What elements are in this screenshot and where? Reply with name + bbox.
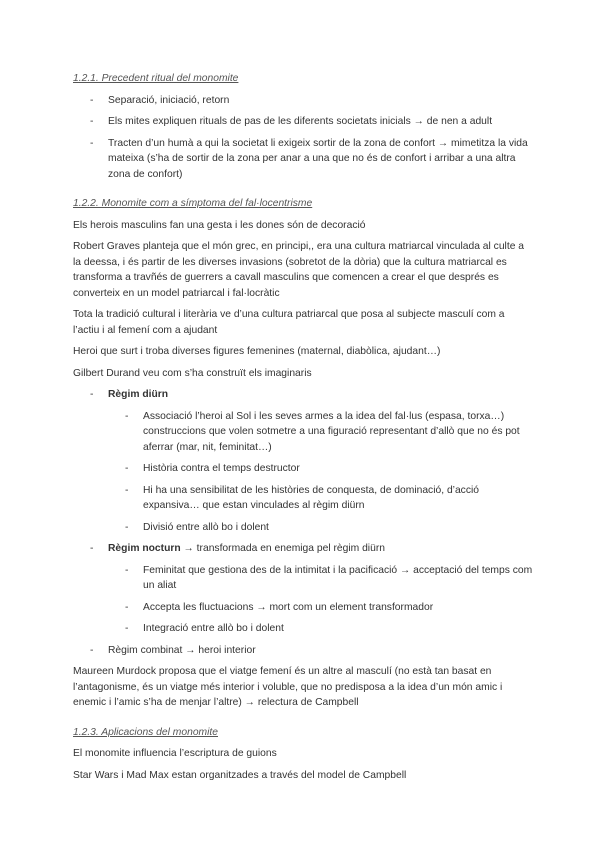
regim-title: Règim diürn <box>108 389 169 400</box>
regim-suffix: → transformada en enemiga pel règim diürn <box>180 543 385 554</box>
paragraph: Star Wars i Mad Max estan organitzades a través del model de Campbell <box>73 769 407 781</box>
list-item-regim-nocturn <box>73 541 533 637</box>
list-item: - Tracten d’un humà a qui la societat li exigeix sortir de la zona de confort → mimetitza la vida mateixa (s’ha de sortir de la zona per anar a una que no és de confort i arribar a una altra zona de confort) <box>73 136 533 183</box>
list-item-regim-combinat: - Règim combinat → heroi interior <box>73 643 533 659</box>
list-item: - Separació, iniciació, retorn <box>73 93 533 109</box>
sub-list-item: - Hi ha una sensibilitat de les històries de conquesta, de dominació, d’acció expansiva… que estan vinculades al règim diürn <box>108 483 533 514</box>
list-item: - Els mites expliquen rituals de pas de les diferents societats inicials → de nen a adult <box>73 114 533 130</box>
sub-list-item: - Divisió entre allò bo i dolent <box>108 520 533 536</box>
section-monomite-falocentrisme <box>73 196 533 711</box>
paragraph: Heroi que surt i troba diverses figures femenines (maternal, diabòlica, ajudant…) <box>73 346 441 357</box>
sub-list-item: - Història contra el temps destructor <box>108 461 533 477</box>
section-heading: 1.2.2. Monomite com a símptoma del fal·locentrisme <box>73 198 313 209</box>
section-precedent-ritual <box>73 71 533 182</box>
paragraph: El monomite influencia l’escriptura de guions <box>73 748 277 759</box>
paragraph: Robert Graves planteja que el món grec, en principi,, era una cultura matriarcal vinculada al culte a la deessa, i és partir de les diverses invasions (sobretot de la dòria) que la cultura matriarcal es transforma a travñés de guerrers a cavall masculins que comencen a crear el que després es converteix en un model patriarcal i fal·locràtic <box>73 241 525 299</box>
sub-list <box>108 409 533 536</box>
section-heading: 1.2.1. Precedent ritual del monomite <box>73 73 239 84</box>
list-item-regim-diurn <box>73 387 533 535</box>
sub-list-item: - Feminitat que gestiona des de la intimitat i la pacificació → acceptació del temps com un aliat <box>108 563 533 594</box>
section-heading: 1.2.3. Aplicacions del monomite <box>73 726 218 738</box>
paragraph: Gilbert Durand veu com s’ha construït els imaginaris <box>73 367 312 379</box>
sub-list-item: - Accepta les fluctuacions → mort com un element transformador <box>108 600 533 616</box>
bullet-list <box>73 93 533 183</box>
sub-list <box>108 563 533 637</box>
sub-list-item: - Associació l’heroi al Sol i les seves armes a la idea del fal·lus (espasa, torxa…) construccions que volen sotmetre a una figuració representant d’allò que no és pot aferrar (mar, nit, feminitat…) <box>108 409 533 456</box>
paragraph: Els herois masculins fan una gesta i les dones són de decoració <box>73 219 366 231</box>
sub-list-item: - Integració entre allò bo i dolent <box>108 621 533 637</box>
regim-title: Règim nocturn <box>108 543 181 554</box>
paragraph: Maureen Murdock proposa que el viatge femení és un altre al masculí (no està tan basat en l’antagonisme, és un viatge més interior i voluble, que no predisposa a la idea d’un món amic i enemic i l’amic s’ha de menjar l’altre) → relectura de Campbell <box>73 666 503 708</box>
document-content <box>73 71 533 789</box>
regim-list <box>73 387 533 658</box>
paragraph: Tota la tradició cultural i literària ve d’una cultura patriarcal que posa al subjecte masculí com a l’actiu i al femení com a ajudant <box>73 309 505 336</box>
section-aplicacions <box>73 725 533 784</box>
